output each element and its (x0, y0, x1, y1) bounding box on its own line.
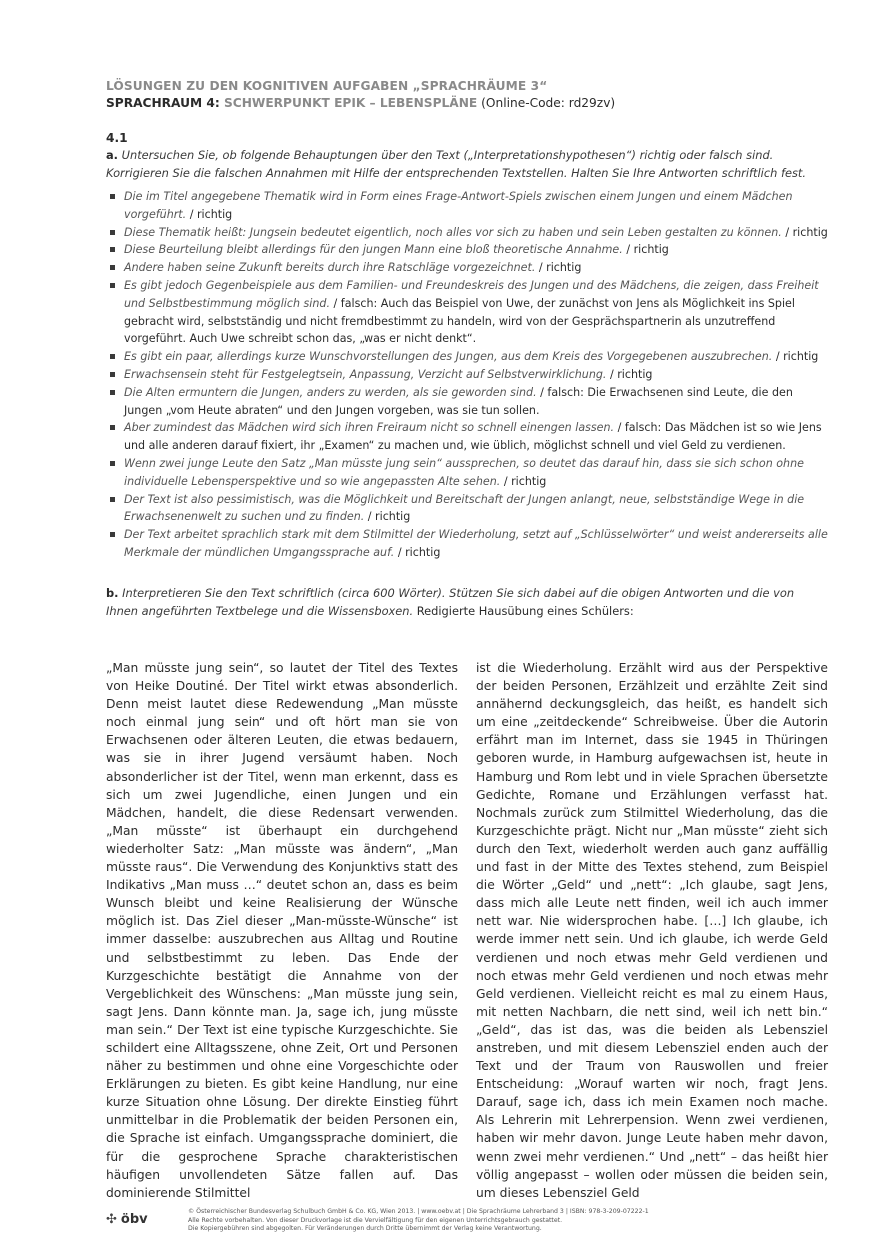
list-item (106, 277, 828, 348)
task-a-label: a. (106, 148, 119, 162)
hypothesis-text: Der Text arbeitet sprachlich stark mit dem Stilmittel der Wiederholung, setzt auf „Schlüsselwörter“ und weist andererseits alle Merkmale der mündlichen Umgangssprache auf. (124, 528, 828, 559)
list-item (106, 491, 828, 527)
list-item (106, 224, 828, 242)
hypothesis-answer: / falsch: Die Erwachsenen sind Leute, die den Jungen „vom Heute abraten“ und den Jungen vorgeben, was sie tun sollen. (124, 385, 793, 417)
list-item (106, 259, 828, 277)
page-footer (106, 1208, 828, 1248)
list-item (106, 526, 828, 562)
hypothesis-text: Erwachsensein steht für Festgelegtsein, Anpassung, Verzicht auf Selbstverwirklichung. (124, 367, 607, 381)
hypothesis-answer: / richtig (535, 261, 582, 275)
rights-line: Alle Rechte vorbehalten. Von dieser Druckvorlage ist die Vervielfältigung für den eigenen Unterrichtsgebrauch gestattet. (188, 1216, 563, 1224)
list-item (106, 348, 828, 366)
publisher-logo-text: öbv (120, 1212, 148, 1227)
essay-columns (106, 659, 828, 1202)
publisher-logo (106, 1212, 148, 1227)
hypothesis-answer: / richtig (500, 474, 547, 488)
hypothesis-text: Aber zumindest das Mädchen wird sich ihren Freiraum nicht so schnell einengen lassen. (124, 421, 615, 435)
list-item (106, 419, 828, 455)
copyright-line: © Österreichischer Bundesverlag Schulbuch GmbH & Co. KG, Wien 2013. | www.oebv.at | Die Sprachräume Lehrerband 3 | ISBN: 978-3-209-07222-1 (188, 1208, 649, 1215)
liability-line: Die Kopiergebühren sind abgegolten. Für Veränderungen durch Dritte übernimmt der Verlag keine Verantwortung. (188, 1225, 542, 1233)
page-content (106, 78, 828, 620)
page-subheading (106, 95, 828, 112)
hypothesis-answer: / falsch: Das Mädchen ist so wie Jens und alle anderen darauf fixiert, ihr „Examen“ zu machen und, wie üblich, möglichst schnell und viel Geld zu verdienen. (124, 421, 822, 453)
list-item (106, 188, 828, 224)
subheading-online-code: (Online-Code: rd29zv) (477, 96, 616, 110)
task-b (106, 584, 828, 620)
hypothesis-text: Diese Beurteilung bleibt allerdings für den jungen Mann eine bloß theoretische Annahme. (124, 243, 623, 257)
copyright-notice (188, 1208, 649, 1234)
hypothesis-answer: / richtig (364, 510, 411, 524)
essay-text-left: „Man müsste jung sein“, so lautet der Titel des Textes von Heike Doutiné. Der Titel wirkt etwas absonderlich. Denn meist lautet diese Redewendung „Man müsste noch einmal jung sein“ und oft hört man sie von Erwachsenen oder älteren Leuten, die etwas bedauern, was sie in ihrer Jugend versäumt haben. Noch absonderlicher ist der Titel, wenn man erkennt, dass es sich um zwei Jugendliche, einen Jungen und ein Mädchen, handelt, die diese Redensart verwenden. „Man müsste“ ist überhaupt ein durchgehend wiederholter Satz: „Man müsste was ändern“, „Man müsste raus“. Die Verwendung des Konjunktivs statt des Indikativs „Man muss …“ deutet schon an, dass es beim Wunsch bleibt und keine Realisierung der Wünsche möglich ist. Das Ziel dieser „Man-müsste-Wünsche“ ist immer dasselbe: auszubrechen aus Alltag und Routine und selbstbestimmt zu leben. Das Ende der Kurzgeschichte bestätigt die Annahme von der Vergeblichkeit des Wünschens: „Man müsste jung sein, sagt Jens. Dann könnte man. Ja, sage ich, jung müsste man sein.“ Der Text ist eine typische Kurzgeschichte. Sie schildert eine Alltagsszene, ohne Zeit, Ort und Personen näher zu bestimmen und ohne eine Vorgeschichte oder Erklärungen zu bieten. Es gibt keine Handlung, nur eine kurze Situation ohne Lösung. Der direkte Einstieg führt unmittelbar in die Problematik der beiden Personen ein, die Sprache ist einfach. Umgangssprache dominiert, die für die gesprochene Sprache charakteristischen häufigen unvollendeten Sätze fallen auf. Das dominierende Stilmittel (106, 661, 458, 1200)
hypothesis-answer: / richtig (394, 545, 441, 559)
hypothesis-answer: / richtig (772, 350, 819, 364)
hypothesis-text: Es gibt ein paar, allerdings kurze Wunschvorstellungen des Jungen, aus dem Kreis des Vorgegebenen auszubrechen. (124, 350, 773, 364)
hypothesis-answer: / richtig (781, 225, 828, 239)
hypothesis-answer: / richtig (606, 367, 653, 381)
subheading-topic: SCHWERPUNKT EPIK – LEBENSPLÄNE (219, 96, 478, 110)
task-b-text: Interpretieren Sie den Text schriftlich (circa 600 Wörter). Stützen Sie sich dabei auf die obigen Antworten und die von Ihnen angeführten Textbelege und die Wissensboxen. (106, 585, 795, 618)
hypothesis-text: Diese Thematik heißt: Jungsein bedeutet eigentlich, noch alles vor sich zu haben und sein Leben gestalten zu können. (124, 225, 782, 239)
hypothesis-text: Andere haben seine Zukunft bereits durch ihre Ratschläge vorgezeichnet. (124, 261, 536, 275)
list-item (106, 366, 828, 384)
list-item (106, 241, 828, 259)
subheading-unit: SPRACHRAUM 4: (106, 96, 220, 110)
task-b-suffix: Redigierte Hausübung eines Schülers: (413, 603, 634, 618)
task-a-text: Untersuchen Sie, ob folgende Behauptungen über den Text („Interpretationshypothesen“) richtig oder falsch sind. Korrigieren Sie die falschen Annahmen mit Hilfe der entsprechenden Textstellen. Halten Sie Ihre Antworten schriftlich fest. (106, 148, 806, 180)
essay-text-right: ist die Wiederholung. Erzählt wird aus der Perspektive der beiden Personen, Erzählzeit und erzählte Zeit sind annähernd deckungsgleich, das heißt, es handelt sich um eine „zeitdeckende“ Schreibweise. Über die Autorin erfährt man im Internet, dass sie 1945 in Thüringen geboren wurde, in Hamburg aufgewachsen ist, heute in Hamburg und Rom lebt und in viele Sprachen übersetzte Gedichte, Romane und Erzählungen verfasst hat. Nochmals zurück zum Stilmittel Wiederholung, das die Kurzgeschichte prägt. Nicht nur „Man müsste“ zieht sich durch den Text, wiederholt werden auch ganz auffällig und fast in der Mitte des Textes stehend, zum Beispiel die Wörter „Geld“ und „nett“: „Ich glaube, sagt Jens, dass mich alle Leute nett finden, weil ich auch immer nett war. Nie widersprochen habe. […] Ich glaube, ich werde immer nett sein. Und ich glaube, ich werde Geld verdienen und noch etwas mehr Geld verdienen und noch etwas mehr Geld verdienen und noch etwas mehr Geld verdienen. Vielleicht reicht es mal zu einem Haus, mit netten Nachbarn, die nett sind, weil ich nett bin.“ „Geld“, das ist das, was die beiden als Lebensziel anstreben, und mit diesem Lebensziel enden auch der Text und der Traum von Rauswollen und freier Entscheidung: „Worauf warten wir noch, fragt Jens. Darauf, sage ich, dass ich mein Examen noch mache. Als Lehrerin mit Lehrerpension. Wenn zwei verdienen, haben wir mehr davon. Junge Leute haben mehr davon, wenn zwei mehr verdienen.“ Und „nett“ – das heißt hier völlig angepasst – wollen oder müssen die beiden sein, um dieses Lebensziel Geld (476, 661, 828, 1200)
task-b-label: b. (106, 585, 119, 600)
essay-column-right (476, 659, 828, 1202)
hypothesis-text: Der Text ist also pessimistisch, was die Möglichkeit und Bereitschaft der Jungen anlangt, neue, selbstständige Wege in die Erwachsenenwelt zu suchen und zu finden. (124, 492, 805, 524)
hypothesis-text: Die im Titel angegebene Thematik wird in Form eines Frage-Antwort-Spiels zwischen einem Jungen und einem Mädchen vorgeführt. (124, 190, 793, 221)
list-item (106, 455, 828, 491)
hypothesis-answer: / richtig (622, 243, 669, 257)
hypothesis-answer: / falsch: Auch das Beispiel von Uwe, der zunächst von Jens als Möglichkeit ins Spiel gebracht wird, selbstständig und nicht fremdbestimmt zu handeln, wird von der Gesprächspartnerin als unzutreffend vorgeführt. Auch Uwe schreibt schon das, „was er nicht denkt“. (124, 296, 795, 346)
hypothesis-answer: / richtig (186, 207, 233, 221)
hypothesis-text: Die Alten ermuntern die Jungen, anders zu werden, als sie geworden sind. (124, 385, 537, 399)
list-item (106, 384, 828, 420)
hypothesis-text: Wenn zwei junge Leute den Satz „Man müsste jung sein“ aussprechen, so deutet das darauf hin, dass sie sich schon ohne individuelle Lebensperspektive und so wie angepassten Alte sehen. (124, 456, 804, 488)
task-a (106, 146, 828, 182)
essay-column-left (106, 659, 458, 1202)
section-number: 4.1 (106, 131, 128, 145)
publisher-logo-icon: ✣ (106, 1212, 117, 1227)
hypothesis-text: Es gibt jedoch Gegenbeispiele aus dem Familien- und Freundeskreis des Jungen und des Mädchens, die zeigen, dass Freiheit und Selbstbestimmung möglich sind. (124, 278, 819, 310)
hypothesis-list (106, 188, 828, 562)
page-heading: LÖSUNGEN ZU DEN KOGNITIVEN AUFGABEN „SPRACHRÄUME 3“ (106, 79, 548, 93)
